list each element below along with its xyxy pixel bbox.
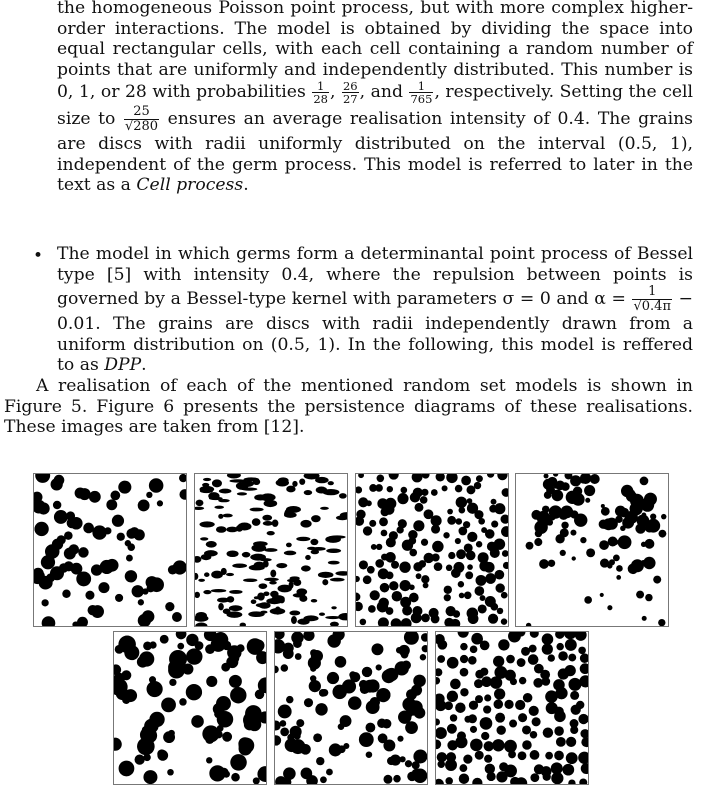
dpp-description: The model in which germs form a determinantal point process of Bessel type [5] with intensity 0.4, where the repulsion between points is governed by a Bessel-type kernel with parameters σ = 0 and α = $\frac{1}{√0.4\pi}$ − 0.01. The grains are discs with radii independently drawn from a uniform distribution on (0.5, 1). In the following, this model is reffered to as DPP. — [57, 244, 693, 375]
realisation-image-1 — [33, 473, 187, 627]
fraction: $\frac{1}{28}$ — [313, 79, 328, 106]
fraction: $\frac{26}{27}$ — [342, 79, 358, 106]
fraction: $\frac{1}{√0.4\pi}$ — [633, 284, 671, 314]
model-name-dpp: DPP — [104, 355, 142, 375]
realisation-image-7 — [435, 631, 589, 785]
figure-reference-paragraph: A realisation of each of the mentioned random set models is shown in Figure 5. Figure 6 presents the persistence diagrams of these realisations. These images are taken from [12]. — [4, 376, 693, 437]
realisation-image-2 — [194, 473, 348, 627]
fraction: $\frac{25}{√280}$ — [124, 104, 159, 134]
realisation-image-6 — [274, 631, 428, 785]
fraction: $\frac{1}{765}$ — [410, 79, 433, 106]
list-bullet: • — [33, 246, 44, 266]
realisation-image-4 — [515, 473, 669, 627]
model-name-cell-process: Cell process — [136, 175, 244, 195]
realisation-image-3 — [355, 473, 509, 627]
realisation-image-5 — [113, 631, 267, 785]
cell-process-description: the homogeneous Poisson point process, but with more complex higher-order interactions. The model is obtained by dividing the space into equal rectangular cells, with each cell containing a random number of points that are uniformly and independently distributed. This number is 0, 1, or 28 with probabilities $\frac{1}{28}$ , $\frac{26}{27}$ , and $\frac{1}{765}$ , respectively. Setting the cell size to $\frac{25}{√280}$ ensures an average realisation intensity of 0.4. The grains are discs with radii uniformly distributed on the interval (0.5, 1), independent of the germ process. This model is referred to later in the text as a Cell process. — [57, 0, 693, 195]
